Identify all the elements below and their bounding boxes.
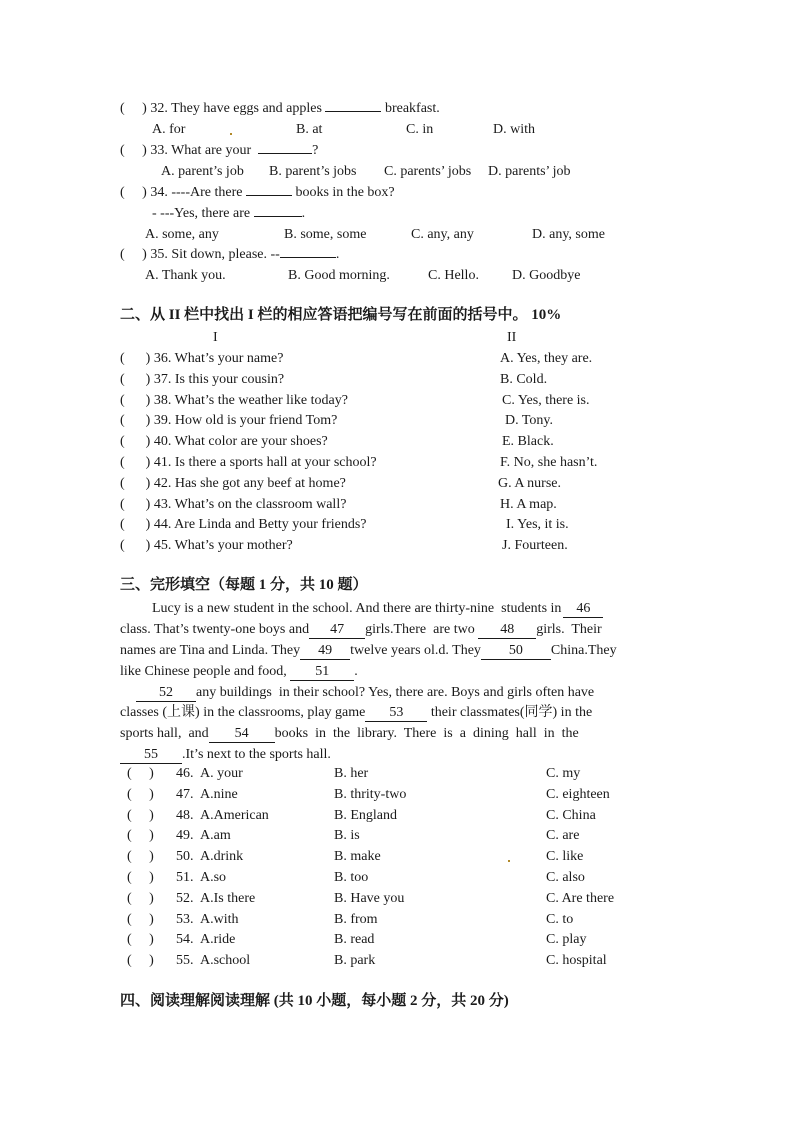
cloze-option-c: C. are: [546, 828, 580, 844]
answer-paren[interactable]: ( ): [127, 890, 154, 906]
passage-line-6: classes (上课) in the classrooms, play game 53 their classmates(同学) in the: [120, 705, 593, 720]
cloze-option-a: A.so: [200, 870, 227, 885]
question-text: Has she got any beef at home?: [174, 475, 346, 491]
question-number: 43.: [153, 496, 172, 512]
cloze-option-b: B. her: [334, 766, 369, 781]
cloze-option-c: C. to: [546, 911, 574, 927]
cloze-option-c: C. also: [546, 870, 585, 885]
cloze-option-c: C. my: [546, 766, 581, 781]
question-text: What’s on the classroom wall?: [174, 496, 347, 512]
matching-answer: J. Fourteen.: [502, 538, 568, 554]
column-2-header: II: [507, 330, 517, 345]
cloze-option-a: A.am: [200, 828, 231, 844]
matching-question-40: [120, 433, 328, 451]
cloze-option-b: B. thrity-two: [334, 786, 407, 802]
stray-dot: [230, 133, 232, 135]
matching-answer: E. Black.: [502, 434, 554, 450]
cloze-option-b: B. Have you: [334, 890, 405, 906]
question-35: ( ) 35. Sit down, please. -- .: [120, 247, 340, 262]
cloze-option-a: A.ride: [200, 932, 236, 948]
passage-line-3: names are Tina and Linda. They 49 twelve years ol.d. They 50 China.They: [120, 643, 617, 658]
cloze-number: 54.: [176, 932, 194, 948]
matching-question-45: [120, 537, 293, 555]
answer-paren[interactable]: ( ): [120, 538, 151, 554]
cloze-number: 48.: [176, 807, 194, 823]
passage-line-2: class. That’s twenty-one boys and 47 girls.There are two 48 girls. Their: [120, 622, 602, 637]
q35-option-a: A. Thank you.: [145, 268, 226, 283]
cloze-option-c: C. China: [546, 807, 596, 823]
blank-53: 53: [365, 705, 427, 722]
passage-line-5: 52 any buildings in their school? Yes, there are. Boys and girls often have: [136, 684, 594, 702]
question-text: What’s the weather like today?: [174, 392, 348, 408]
matching-answer: F. No, she hasn’t.: [500, 455, 598, 470]
cloze-number: 46.: [176, 766, 194, 781]
cloze-option-b: B. park: [334, 953, 376, 969]
answer-paren[interactable]: ( ): [127, 911, 154, 927]
matching-answer: B. Cold.: [500, 371, 548, 387]
question-text: Are Linda and Betty your friends?: [174, 517, 367, 533]
q33-option-a: A. parent’s job: [161, 164, 244, 179]
matching-question-41: [120, 454, 377, 472]
answer-paren[interactable]: ( ): [127, 870, 154, 885]
stray-dot: [508, 860, 510, 862]
q34-option-b: B. some, some: [284, 227, 367, 242]
cloze-option-b: B. too: [334, 870, 369, 885]
q34-option-a: A. some, any: [145, 227, 219, 242]
blank-48: 48: [478, 622, 536, 639]
blank-54: 54: [209, 726, 275, 743]
cloze-number: 47.: [176, 786, 194, 802]
matching-question-39: [120, 412, 337, 430]
answer-paren[interactable]: ( ): [120, 475, 151, 491]
question-number: 45.: [153, 538, 172, 554]
blank-47: 47: [309, 622, 365, 639]
question-32: ( ) 32. They have eggs and apples breakfast.: [120, 101, 440, 116]
cloze-option-a: A.school: [200, 953, 251, 969]
question-number: 36.: [153, 351, 172, 366]
answer-paren[interactable]: ( ): [127, 828, 154, 844]
cloze-number: 51.: [176, 870, 194, 885]
cloze-option-c: C. hospital: [546, 953, 607, 969]
q32-option-d: D. with: [493, 122, 535, 137]
cloze-option-c: C. play: [546, 932, 587, 948]
blank-49: 49: [300, 643, 350, 660]
question-text: What’s your name?: [174, 351, 284, 366]
question-number: 41.: [153, 455, 172, 470]
section-4-title: 四、阅读理解阅读理解 (共 10 小题，每小题 2 分，共 20 分): [120, 993, 509, 1009]
q35-option-b: B. Good morning.: [288, 268, 390, 283]
cloze-option-a: A.drink: [200, 849, 244, 865]
q33-option-c: C. parents’ jobs: [384, 164, 472, 179]
question-number: 44.: [153, 517, 172, 533]
matching-answer: C. Yes, there is.: [502, 392, 590, 408]
blank-46: 46: [563, 601, 603, 618]
cloze-option-a: A.American: [200, 807, 269, 823]
answer-paren[interactable]: ( ): [120, 455, 151, 470]
question-number: 42.: [153, 475, 172, 491]
cloze-option-a: A.with: [200, 911, 239, 927]
question-text: What color are your shoes?: [174, 434, 328, 450]
q32-option-b: B. at: [296, 122, 323, 137]
cloze-number: 52.: [176, 890, 194, 906]
question-34-reply: - ---Yes, there are .: [152, 206, 306, 221]
q32-option-a: A. for: [152, 122, 186, 137]
answer-paren[interactable]: ( ): [120, 371, 151, 387]
question-text: What’s your mother?: [174, 538, 293, 554]
cloze-number: 53.: [176, 911, 194, 927]
q33-option-b: B. parent’s jobs: [269, 164, 357, 179]
matching-question-43: [120, 496, 346, 514]
blank-51: 51: [290, 664, 354, 681]
blank-52: 52: [136, 685, 196, 702]
question-text: Is this your cousin?: [174, 371, 285, 387]
cloze-option-a: A.nine: [200, 786, 238, 802]
answer-paren[interactable]: ( ): [120, 517, 151, 533]
matching-answer: H. A map.: [500, 496, 557, 512]
answer-paren[interactable]: ( ): [127, 953, 154, 969]
question-33: ( ) 33. What are your ?: [120, 143, 319, 158]
matching-question-38: [120, 392, 348, 410]
cloze-option-a: A.Is there: [200, 890, 256, 906]
answer-paren[interactable]: ( ): [127, 786, 154, 802]
passage-line-8: 55 .It’s next to the sports hall.: [120, 746, 331, 764]
cloze-option-c: C. like: [546, 849, 584, 865]
question-34: ( ) 34. ----Are there books in the box?: [120, 185, 395, 200]
question-number: 37.: [153, 371, 172, 387]
cloze-option-c: C. eighteen: [546, 786, 610, 802]
matching-answer: A. Yes, they are.: [500, 351, 593, 366]
blank-50: 50: [481, 643, 551, 660]
cloze-option-c: C. Are there: [546, 890, 615, 906]
column-1-header: I: [213, 330, 218, 345]
answer-paren[interactable]: ( ): [120, 392, 151, 408]
answer-paren[interactable]: ( ): [120, 413, 151, 429]
cloze-number: 55.: [176, 953, 194, 969]
cloze-option-b: B. from: [334, 911, 378, 927]
q35-option-c: C. Hello.: [428, 268, 479, 283]
matching-question-36: [120, 350, 283, 368]
section-3-title: 三、完形填空（每题 1 分，共 10 题）: [120, 577, 368, 593]
question-text: How old is your friend Tom?: [174, 413, 338, 429]
blank-55: 55: [120, 747, 182, 764]
cloze-option-b: B. England: [334, 807, 397, 823]
q35-option-d: D. Goodbye: [512, 268, 581, 283]
answer-paren[interactable]: ( ): [127, 932, 154, 948]
answer-paren[interactable]: ( ): [120, 496, 151, 512]
matching-answer: D. Tony.: [505, 413, 554, 429]
question-number: 40.: [153, 434, 172, 450]
q34-option-d: D. any, some: [532, 227, 605, 242]
answer-paren[interactable]: ( ): [127, 807, 154, 823]
matching-question-44: [120, 516, 367, 534]
cloze-number: 50.: [176, 849, 194, 865]
passage-line-4: like Chinese people and food, 51 .: [120, 664, 358, 679]
passage-line-1: Lucy is a new student in the school. And there are thirty-nine students in 46: [152, 600, 603, 618]
answer-paren[interactable]: ( ): [127, 766, 154, 781]
q34-option-c: C. any, any: [411, 227, 474, 242]
cloze-option-b: B. is: [334, 828, 360, 844]
question-number: 38.: [153, 392, 172, 408]
matching-question-37: [120, 371, 284, 389]
q33-option-d: D. parents’ job: [488, 164, 571, 179]
answer-paren[interactable]: ( ): [127, 849, 154, 865]
matching-answer: G. A nurse.: [498, 475, 561, 491]
section-2-title: 二、从 II 栏中找出 I 栏的相应答语把编号写在前面的括号中。 10%: [120, 307, 562, 323]
passage-line-7: sports hall, and 54 books in the library. There is a dining hall in the: [120, 726, 579, 741]
answer-paren[interactable]: ( ): [120, 434, 151, 450]
cloze-number: 49.: [176, 828, 194, 844]
cloze-option-b: B. make: [334, 849, 381, 865]
q32-option-c: C. in: [406, 122, 434, 137]
matching-question-42: [120, 475, 346, 493]
matching-answer: I. Yes, it is.: [506, 517, 569, 533]
question-number: 39.: [153, 413, 172, 429]
answer-paren[interactable]: ( ): [120, 351, 151, 366]
question-text: Is there a sports hall at your school?: [174, 455, 377, 470]
cloze-option-b: B. read: [334, 932, 375, 948]
cloze-option-a: A. your: [200, 766, 243, 781]
